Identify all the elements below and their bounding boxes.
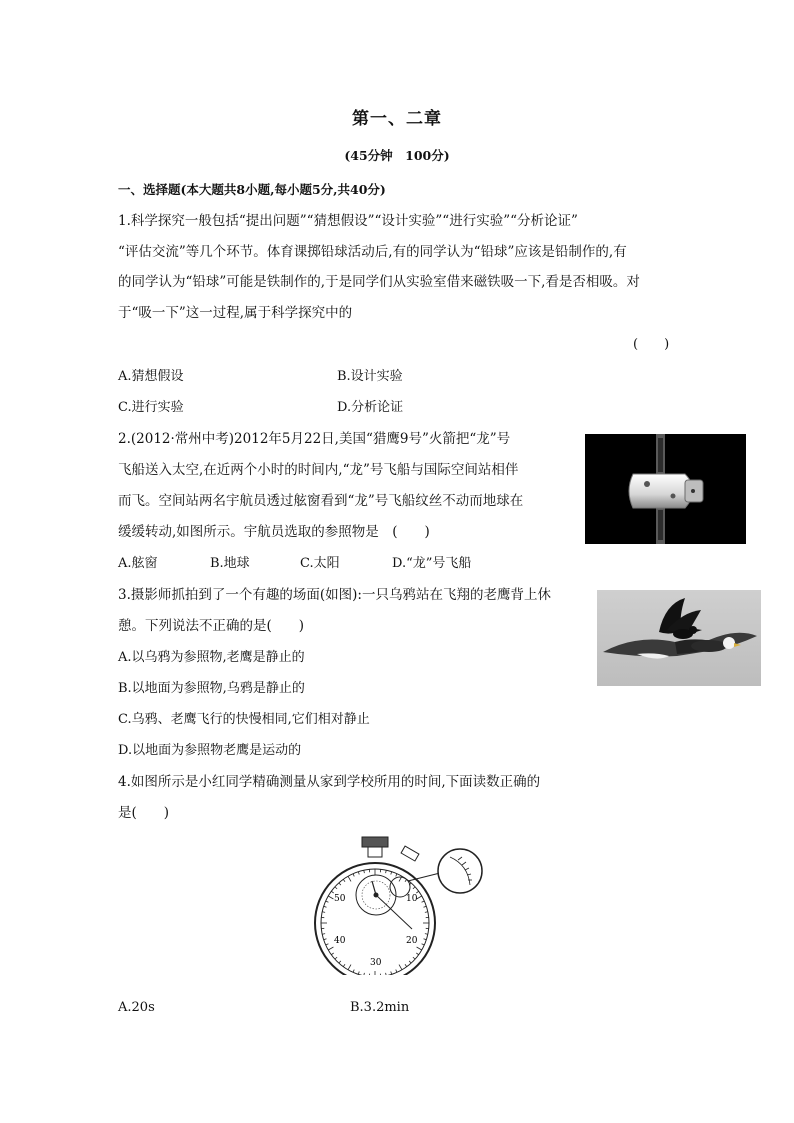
q2-option-b: B.地球 xyxy=(210,556,250,571)
q3-line-1: 3.摄影师抓拍到了一个有趣的场面(如图):一只乌鸦站在飞翔的老鹰背上休 xyxy=(118,587,551,603)
q1-line-1: 1.科学探究一般包括“提出问题”“猜想假设”“设计实验”“进行实验”“分析论证” xyxy=(118,213,578,229)
q1-line-4: 于“吸一下”这一过程,属于科学探究中的 xyxy=(118,305,353,321)
q2-line-1: 2.(2012·常州中考)2012年5月22日,美国“猎鹰9号”火箭把“龙”号 xyxy=(118,431,511,447)
time-score-subtitle: (45分钟 100分) xyxy=(344,148,450,163)
q1-option-d: D.分析论证 xyxy=(337,400,404,415)
dial-label-30: 30 xyxy=(370,958,382,968)
q2-option-c: C.太阳 xyxy=(300,556,340,571)
q4-line-2: 是( ) xyxy=(118,805,170,821)
q3-line-2: 憩。下列说法不正确的是( ) xyxy=(118,618,305,634)
q4-line-1: 4.如图所示是小红同学精确测量从家到学校所用的时间,下面读数正确的 xyxy=(118,774,541,790)
q2-line-2: 飞船送入太空,在近两个小时的时间内,“龙”号飞船与国际空间站相伴 xyxy=(118,462,519,478)
q1-line-3: 的同学认为“铅球”可能是铁制作的,于是同学们从实验室借来磁铁吸一下,看是否相吸。对 xyxy=(118,274,640,290)
stopwatch-icon xyxy=(300,835,500,975)
crow-on-eagle-photo xyxy=(597,590,761,686)
q1-option-b: B.设计实验 xyxy=(337,369,403,384)
q4-option-a: A.20s xyxy=(118,1000,155,1015)
q3-option-b: B.以地面为参照物,乌鸦是静止的 xyxy=(118,681,305,696)
dial-label-10: 10 xyxy=(406,894,418,904)
q3-option-a: A.以乌鸦为参照物,老鹰是静止的 xyxy=(118,650,305,665)
q1-answer-paren: ( ) xyxy=(633,337,670,352)
q3-option-d: D.以地面为参照物老鹰是运动的 xyxy=(118,743,302,758)
dial-label-40: 40 xyxy=(334,936,346,946)
q1-line-2: “评估交流”等几个环节。体育课掷铅球活动后,有的同学认为“铅球”应该是铅制作的,有 xyxy=(118,244,627,260)
q2-line-3: 而飞。空间站两名宇航员透过舷窗看到“龙”号飞船纹丝不动而地球在 xyxy=(118,493,524,509)
q4-option-b: B.3.2min xyxy=(350,1000,410,1015)
q1-option-c: C.进行实验 xyxy=(118,400,184,415)
q3-option-c: C.乌鸦、老鹰飞行的快慢相同,它们相对静止 xyxy=(118,712,370,727)
q2-line-4: 缓缓转动,如图所示。宇航员选取的参照物是 ( ) xyxy=(118,524,430,540)
dial-label-20: 20 xyxy=(406,936,418,946)
q2-option-a: A.舷窗 xyxy=(118,556,158,571)
section-heading: 一、选择题(本大题共8小题,每小题5分,共40分) xyxy=(118,182,386,197)
dial-label-50: 50 xyxy=(334,894,346,904)
spacecraft-photo xyxy=(585,434,746,544)
q2-option-d: D.“龙”号飞船 xyxy=(392,556,472,571)
q1-option-a: A.猜想假设 xyxy=(118,369,184,384)
page-title: 第一、二章 xyxy=(352,109,442,129)
